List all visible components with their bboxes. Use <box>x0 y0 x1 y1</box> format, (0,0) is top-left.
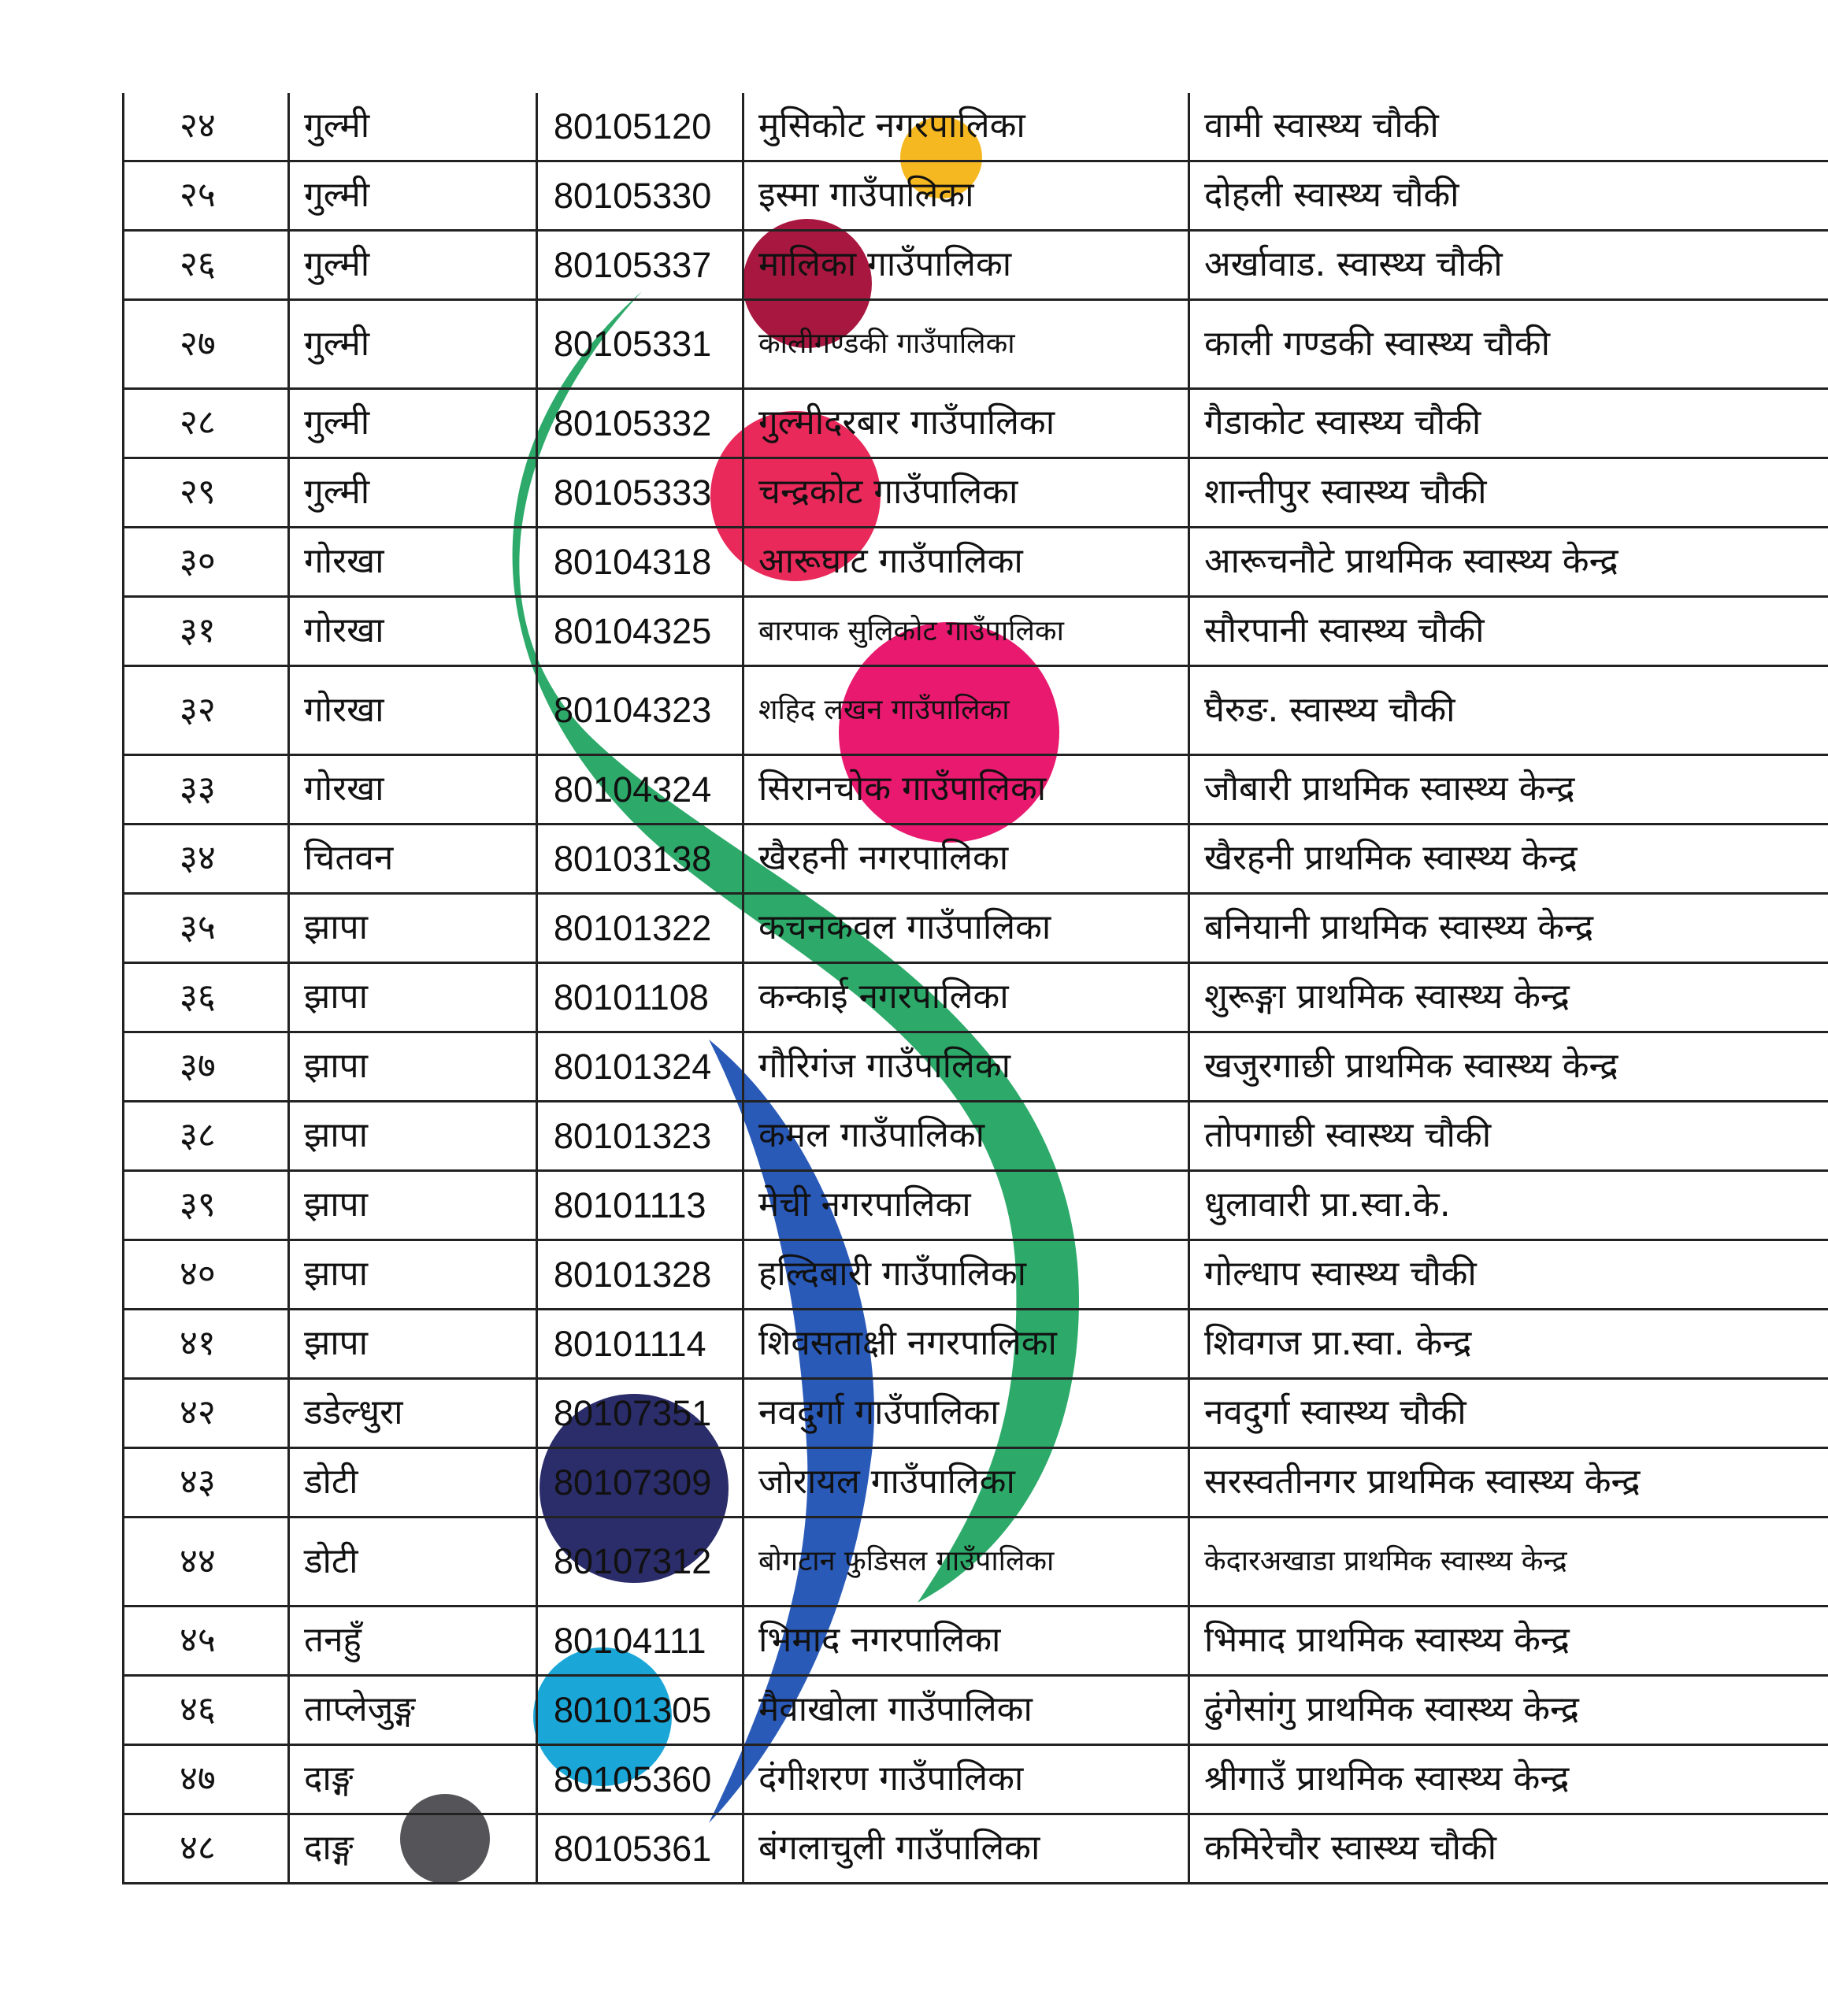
office-code: 80105120 <box>537 93 743 161</box>
office-code: 80105332 <box>537 389 743 458</box>
district-name: झापा <box>289 1102 537 1171</box>
row-number: २६ <box>124 231 289 300</box>
office-code: 80101324 <box>537 1032 743 1102</box>
facility-name: वामी स्वास्थ्य चौकी <box>1189 93 1828 161</box>
municipality-name: बंगलाचुली गाउँपालिका <box>743 1814 1189 1884</box>
table-row <box>124 1102 1828 1171</box>
facility-name: दोहली स्वास्थ्य चौकी <box>1189 161 1828 231</box>
data-table <box>122 93 1828 1884</box>
office-code: 80104111 <box>537 1606 743 1676</box>
table-row <box>124 1814 1828 1884</box>
facility-name: केदारअखाडा प्राथमिक स्वास्थ्य केन्द्र <box>1189 1518 1828 1606</box>
table-row <box>124 666 1828 755</box>
row-number: ४२ <box>124 1379 289 1448</box>
office-code: 80101113 <box>537 1171 743 1240</box>
office-code: 80107312 <box>537 1518 743 1606</box>
row-number: २७ <box>124 300 289 389</box>
row-number: ४० <box>124 1240 289 1310</box>
row-number: ३९ <box>124 1171 289 1240</box>
table-row <box>124 1032 1828 1102</box>
table-row <box>124 1240 1828 1310</box>
row-number: ४८ <box>124 1814 289 1884</box>
facility-name: नवदुर्गा स्वास्थ्य चौकी <box>1189 1379 1828 1448</box>
facility-name: बनियानी प्राथमिक स्वास्थ्य केन्द्र <box>1189 894 1828 963</box>
district-name: झापा <box>289 1240 537 1310</box>
table-row <box>124 389 1828 458</box>
row-number: ४७ <box>124 1745 289 1814</box>
row-number: ४४ <box>124 1518 289 1606</box>
district-name: डोटी <box>289 1448 537 1518</box>
office-code: 80104323 <box>537 666 743 755</box>
office-code: 80105330 <box>537 161 743 231</box>
district-name: झापा <box>289 1032 537 1102</box>
municipality-name: कमल गाउँपालिका <box>743 1102 1189 1171</box>
row-number: ३३ <box>124 755 289 825</box>
facility-name: गोल्धाप स्वास्थ्य चौकी <box>1189 1240 1828 1310</box>
table-row <box>124 1606 1828 1676</box>
row-number: ४५ <box>124 1606 289 1676</box>
table-row <box>124 1448 1828 1518</box>
office-code: 80101328 <box>537 1240 743 1310</box>
district-name: गोरखा <box>289 755 537 825</box>
municipality-name: शहिद लखन गाउँपालिका <box>743 666 1189 755</box>
facility-name: ढुंगेसांगु प्राथमिक स्वास्थ्य केन्द्र <box>1189 1676 1828 1745</box>
facility-name: अर्खावाड. स्वास्थ्य चौकी <box>1189 231 1828 300</box>
municipality-name: आरूघाट गाउँपालिका <box>743 528 1189 597</box>
municipality-name: मैवाखोला गाउँपालिका <box>743 1676 1189 1745</box>
office-code: 80105361 <box>537 1814 743 1884</box>
district-name: झापा <box>289 1310 537 1379</box>
district-name: झापा <box>289 894 537 963</box>
district-name: गोरखा <box>289 666 537 755</box>
facility-name: श्रीगाउँ प्राथमिक स्वास्थ्य केन्द्र <box>1189 1745 1828 1814</box>
row-number: ३१ <box>124 597 289 666</box>
district-name: गुल्मी <box>289 300 537 389</box>
table-row <box>124 300 1828 389</box>
table-row <box>124 1310 1828 1379</box>
facility-name: गैडाकोट स्वास्थ्य चौकी <box>1189 389 1828 458</box>
municipality-name: सिरानचोक गाउँपालिका <box>743 755 1189 825</box>
municipality-name: जोरायल गाउँपालिका <box>743 1448 1189 1518</box>
district-name: गुल्मी <box>289 231 537 300</box>
office-code: 80101305 <box>537 1676 743 1745</box>
row-number: ३५ <box>124 894 289 963</box>
municipality-name: बोगटान फुडिसल गाउँपालिका <box>743 1518 1189 1606</box>
table-row <box>124 458 1828 528</box>
municipality-name: भिमाद नगरपालिका <box>743 1606 1189 1676</box>
facility-name: कमिरेचौर स्वास्थ्य चौकी <box>1189 1814 1828 1884</box>
municipality-name: गौरिगंज गाउँपालिका <box>743 1032 1189 1102</box>
row-number: ३७ <box>124 1032 289 1102</box>
district-name: गुल्मी <box>289 93 537 161</box>
facility-name: धुलावारी प्रा.स्वा.के. <box>1189 1171 1828 1240</box>
office-code: 80105360 <box>537 1745 743 1814</box>
office-code: 80107351 <box>537 1379 743 1448</box>
facility-name: शुरूङ्गा प्राथमिक स्वास्थ्य केन्द्र <box>1189 963 1828 1032</box>
table-row <box>124 1518 1828 1606</box>
municipality-name: इस्मा गाउँपालिका <box>743 161 1189 231</box>
municipality-name: हल्दिबारी गाउँपालिका <box>743 1240 1189 1310</box>
municipality-name: कन्काई नगरपालिका <box>743 963 1189 1032</box>
office-code: 80105333 <box>537 458 743 528</box>
office-code: 80105337 <box>537 231 743 300</box>
district-name: डडेल्धुरा <box>289 1379 537 1448</box>
district-name: दाङ्ग <box>289 1745 537 1814</box>
district-name: ताप्लेजुङ्ग <box>289 1676 537 1745</box>
table-row <box>124 963 1828 1032</box>
facility-name: शिवगज प्रा.स्वा. केन्द्र <box>1189 1310 1828 1379</box>
district-name: डोटी <box>289 1518 537 1606</box>
table-row <box>124 231 1828 300</box>
table-row <box>124 1676 1828 1745</box>
health-facility-table <box>122 93 1828 1884</box>
municipality-name: दंगीशरण गाउँपालिका <box>743 1745 1189 1814</box>
row-number: ३२ <box>124 666 289 755</box>
office-code: 80104324 <box>537 755 743 825</box>
table-row <box>124 528 1828 597</box>
row-number: ४३ <box>124 1448 289 1518</box>
municipality-name: गुल्मीदरबार गाउँपालिका <box>743 389 1189 458</box>
table-row <box>124 825 1828 894</box>
row-number: ३४ <box>124 825 289 894</box>
municipality-name: मालिका गाउँपालिका <box>743 231 1189 300</box>
facility-name: खजुरगाछी प्राथमिक स्वास्थ्य केन्द्र <box>1189 1032 1828 1102</box>
district-name: तनहुँ <box>289 1606 537 1676</box>
facility-name: काली गण्डकी स्वास्थ्य चौकी <box>1189 300 1828 389</box>
municipality-name: कालीगण्डकी गाउँपालिका <box>743 300 1189 389</box>
row-number: ३८ <box>124 1102 289 1171</box>
table-row <box>124 161 1828 231</box>
district-name: गुल्मी <box>289 458 537 528</box>
row-number: ४१ <box>124 1310 289 1379</box>
office-code: 80105331 <box>537 300 743 389</box>
municipality-name: खैरहनी नगरपालिका <box>743 825 1189 894</box>
office-code: 80107309 <box>537 1448 743 1518</box>
municipality-name: मुसिकोट नगरपालिका <box>743 93 1189 161</box>
office-code: 80104318 <box>537 528 743 597</box>
office-code: 80101114 <box>537 1310 743 1379</box>
facility-name: आरूचनौटे प्राथमिक स्वास्थ्य केन्द्र <box>1189 528 1828 597</box>
row-number: ४६ <box>124 1676 289 1745</box>
office-code: 80101322 <box>537 894 743 963</box>
table-row <box>124 755 1828 825</box>
row-number: २९ <box>124 458 289 528</box>
district-name: गुल्मी <box>289 161 537 231</box>
municipality-name: शिवसताक्षी नगरपालिका <box>743 1310 1189 1379</box>
municipality-name: बारपाक सुलिकोट गाउँपालिका <box>743 597 1189 666</box>
row-number: २४ <box>124 93 289 161</box>
table-row <box>124 93 1828 161</box>
row-number: ३० <box>124 528 289 597</box>
district-name: झापा <box>289 1171 537 1240</box>
district-name: चितवन <box>289 825 537 894</box>
office-code: 80101108 <box>537 963 743 1032</box>
office-code: 80104325 <box>537 597 743 666</box>
district-name: गोरखा <box>289 597 537 666</box>
district-name: दाङ्ग <box>289 1814 537 1884</box>
municipality-name: मेची नगरपालिका <box>743 1171 1189 1240</box>
table-row <box>124 1379 1828 1448</box>
table-row <box>124 894 1828 963</box>
table-row <box>124 597 1828 666</box>
table-row <box>124 1171 1828 1240</box>
facility-name: सौरपानी स्वास्थ्य चौकी <box>1189 597 1828 666</box>
facility-name: खैरहनी प्राथमिक स्वास्थ्य केन्द्र <box>1189 825 1828 894</box>
facility-name: सरस्वतीनगर प्राथमिक स्वास्थ्य केन्द्र <box>1189 1448 1828 1518</box>
row-number: ३६ <box>124 963 289 1032</box>
table-row <box>124 1745 1828 1814</box>
row-number: २५ <box>124 161 289 231</box>
municipality-name: नवदुर्गा गाउँपालिका <box>743 1379 1189 1448</box>
district-name: गुल्मी <box>289 389 537 458</box>
facility-name: जौबारी प्राथमिक स्वास्थ्य केन्द्र <box>1189 755 1828 825</box>
district-name: गोरखा <box>289 528 537 597</box>
district-name: झापा <box>289 963 537 1032</box>
facility-name: घैरुङ. स्वास्थ्य चौकी <box>1189 666 1828 755</box>
municipality-name: चन्द्रकोट गाउँपालिका <box>743 458 1189 528</box>
municipality-name: कचनकवल गाउँपालिका <box>743 894 1189 963</box>
facility-name: भिमाद प्राथमिक स्वास्थ्य केन्द्र <box>1189 1606 1828 1676</box>
row-number: २८ <box>124 389 289 458</box>
office-code: 80101323 <box>537 1102 743 1171</box>
facility-name: तोपगाछी स्वास्थ्य चौकी <box>1189 1102 1828 1171</box>
facility-name: शान्तीपुर स्वास्थ्य चौकी <box>1189 458 1828 528</box>
office-code: 80103138 <box>537 825 743 894</box>
